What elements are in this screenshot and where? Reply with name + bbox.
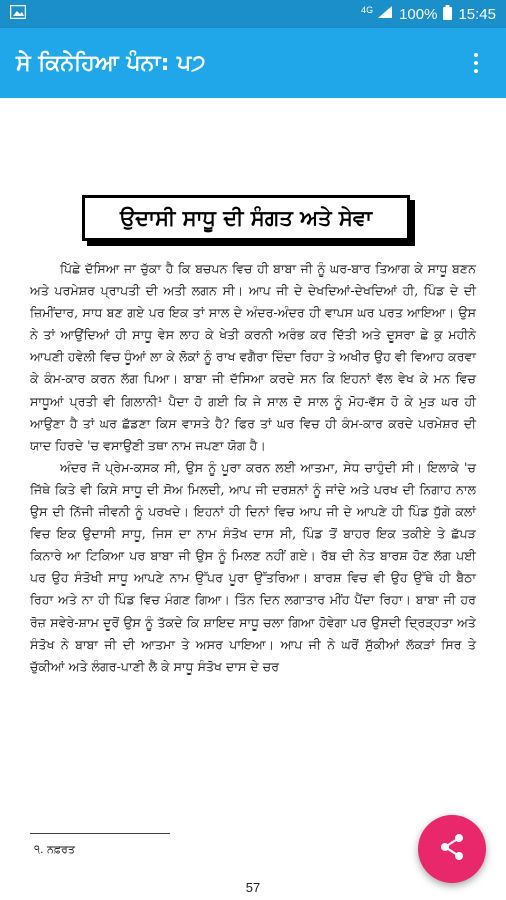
status-right [361,5,496,24]
image-icon [10,5,26,23]
chapter-heading: ਉਦਾਸੀ ਸਾਧੂ ਦੀ ਸੰਗਤ ਅਤੇ ਸੇਵਾ [119,205,373,230]
paragraph: ਪਿੱਛੇ ਦੱਸਿਆ ਜਾ ਚੁੱਕਾ ਹੈ ਕਿ ਬਚਪਨ ਵਿਚ ਹੀ ਬਾਬਾ ਜੀ ਨੂੰ ਘਰ-ਬਾਰ ਤਿਆਗ ਕੇ ਸਾਧੂ ਬਣਨ ਅਤੇ ਪਰਮੇਸ਼ਰ ਪ੍ਰਾਪਤੀ ਦੀ ਅਤੀ ਲਗਨ ਸੀ। ਆਪ ਜੀ ਦੇ ਦੇਖਦਿਆਂ-ਦੇਖਦਿਆਂ ਹੀ, ਪਿੰਡ ਦੇ ਦੀ ਜ਼ਿਮੀਂਦਾਰ, ਸਾਧ ਬਣ ਗਏ ਪਰ ਇਕ ਤਾਂ ਸਾਲ ਦੇ ਅੰਦਰ-ਅੰਦਰ ਹੀ ਵਾਪਸ ਘਰ ਪਰਤ ਆਇਆ। ਉਸ ਨੇ ਤਾਂ ਆਉਂਦਿਆਂ ਹੀ ਸਾਧੂ ਵੇਸ ਲਾਹ ਕੇ ਖੇਤੀ ਕਰਨੀ ਅਰੰਭ ਕਰ ਦਿੱਤੀ ਅਤੇ ਦੂਸਰਾ ਛੇ ਕੁ ਮਹੀਨੇ ਆਪਣੀ ਹਵੇਲੀ ਵਿਚ ਧੂੰਆਂ ਲਾ ਕੇ ਲੋਕਾਂ ਨੂੰ ਰਾਖ ਵਗੈਰਾ ਦਿੰਦਾ ਰਿਹਾ ਤੇ ਅਖੀਰ ਉਹ ਵੀ ਵਿਆਹ ਕਰਵਾ ਕੇ ਕੰਮ-ਕਾਰ ਕਰਨ ਲੱਗ ਪਿਆ। ਬਾਬਾ ਜੀ ਦੱਸਿਆ ਕਰਦੇ ਸਨ ਕਿ ਇਹਨਾਂ ਵੱਲ ਵੇਖ ਕੇ ਮਨ ਵਿਚ ਸਾਧੂਆਂ ਪ੍ਰਤੀ ਵੀ ਗਿਲਾਨੀ¹ ਪੈਦਾ ਹੋ ਗਈ ਕਿ ਜੇ ਸਾਲ ਦੋ ਸਾਲ ਨੂੰ ਮੋਹ-ਵੱਸ ਹੋ ਕੇ ਮੁੜ ਘਰ ਹੀ ਆਉਣਾ ਹੈ ਤਾਂ ਘਰ ਛੱਡਣਾ ਕਿਸ ਵਾਸਤੇ ਹੈ? ਫਿਰ ਤਾਂ ਘਰ ਵਿਚ ਹੀ ਕੰਮ-ਕਾਰ ਕਰਦੇ ਪਰਮੇਸ਼ਰ ਦੀ ਯਾਦ ਹਿਰਦੇ 'ਚ ਵਸਾਉਣੀ ਤਥਾ ਨਾਮ ਜਪਣਾ ਯੋਗ ਹੈ। [30,261,476,453]
share-button[interactable] [418,815,486,883]
app-bar [0,28,506,98]
network-type: 4G [361,5,374,15]
book-page [0,98,506,900]
clock: 15:45 [458,5,496,23]
app-title: ਸੇ ਕਿਨੇਹਿਆ ਪੰਨਾ: ਪ੭ [16,50,206,76]
page-number: 57 [245,880,261,895]
status-left [10,5,26,23]
chapter-heading-box [82,195,410,241]
battery-percent: 100% [399,5,438,23]
signal-icon [377,5,393,23]
share-icon [439,833,465,865]
paragraph: ਅੰਦਰ ਜੋ ਪ੍ਰੇਮ-ਕਸਕ ਸੀ, ਉਸ ਨੂੰ ਪੂਰਾ ਕਰਨ ਲਈ ਆਤਮਾ, ਸੇਧ ਚਾਹੁੰਦੀ ਸੀ। ਇਲਾਕੇ 'ਚ ਜਿੱਥੇ ਕਿਤੇ ਵੀ ਕਿਸੇ ਸਾਧੂ ਦੀ ਸੋਅ ਮਿਲਦੀ, ਆਪ ਜੀ ਦਰਸ਼ਨਾਂ ਨੂੰ ਜਾਂਦੇ ਅਤੇ ਪਰਖ ਦੀ ਨਿਗਾਹ ਨਾਲ ਉਸ ਦੀ ਨਿੱਜੀ ਜੀਵਨੀ ਨੂੰ ਪਰਖਦੇ। ਇਹਨਾਂ ਹੀ ਦਿਨਾਂ ਵਿਚ ਆਪ ਜੀ ਦੇ ਆਪਣੇ ਹੀ ਪਿੰਡ ਧੁੱਗੇ ਕਲਾਂ ਵਿਚ ਇਕ ਉਦਾਸੀ ਸਾਧੂ, ਜਿਸ ਦਾ ਨਾਮ ਸੰਤੋਖ ਦਾਸ ਸੀ, ਪਿੰਡ ਤੋਂ ਬਾਹਰ ਇਕ ਤਕੀਏ ਤੇ ਛੱਪੜ ਕਿਨਾਰੇ ਆ ਟਿਕਿਆ ਪਰ ਬਾਬਾ ਜੀ ਉਸ ਨੂੰ ਮਿਲਣ ਨਹੀਂ ਗਏ। ਰੱਬ ਦੀ ਨੇਤ ਬਾਰਸ਼ ਹੋਣ ਲੱਗ ਪਈ ਪਰ ਉਹ ਸੰਤੋਖੀ ਸਾਧੂ ਆਪਣੇ ਨਾਮ ਉੱਪਰ ਪੂਰਾ ਉੱਤਰਿਆ। ਬਾਰਸ਼ ਵਿਚ ਵੀ ਉਹ ਉੱਥੇ ਹੀ ਬੈਠਾ ਰਿਹਾ ਅਤੇ ਨਾ ਹੀ ਪਿੰਡ ਵਿਚ ਮੰਗਣ ਗਿਆ। ਤਿੰਨ ਦਿਨ ਲਗਾਤਾਰ ਮੀਂਹ ਪੈਂਦਾ ਰਿਹਾ। ਬਾਬਾ ਜੀ ਹਰ ਰੋਜ਼ ਸਵੇਰੇ-ਸ਼ਾਮ ਦੂਰੋਂ ਉਸ ਨੂੰ ਤੱਕਦੇ ਕਿ ਸ਼ਾਇਦ ਸਾਧੂ ਚਲਾ ਗਿਆ ਹੋਵੇਗਾ ਪਰ ਉਸਦੀ ਦ੍ਰਿੜ੍ਹਤਾ ਅਤੇ ਸੰਤੋਖ ਨੇ ਬਾਬਾ ਜੀ ਦੀ ਆਤਮਾ ਤੇ ਅਸਰ ਪਾਇਆ। ਆਪ ਜੀ ਨੇ ਘਰੋਂ ਸੁੱਕੀਆਂ ਲੱਕੜਾਂ ਸਿਰ ਤੇ ਚੁੱਕੀਆਂ ਅਤੇ ਲੰਗਰ-ਪਾਣੀ ਲੈ ਕੇ ਸਾਧੂ ਸੰਤੋਖ ਦਾਸ ਦੇ ਚਰ [30,459,476,674]
status-bar [0,0,506,28]
battery-icon [443,5,452,24]
footnote: ੧. ਨਫ਼ਰਤ [34,843,75,856]
page-body [30,258,476,678]
more-vert-icon[interactable] [462,43,490,83]
footnote-divider [30,833,170,834]
